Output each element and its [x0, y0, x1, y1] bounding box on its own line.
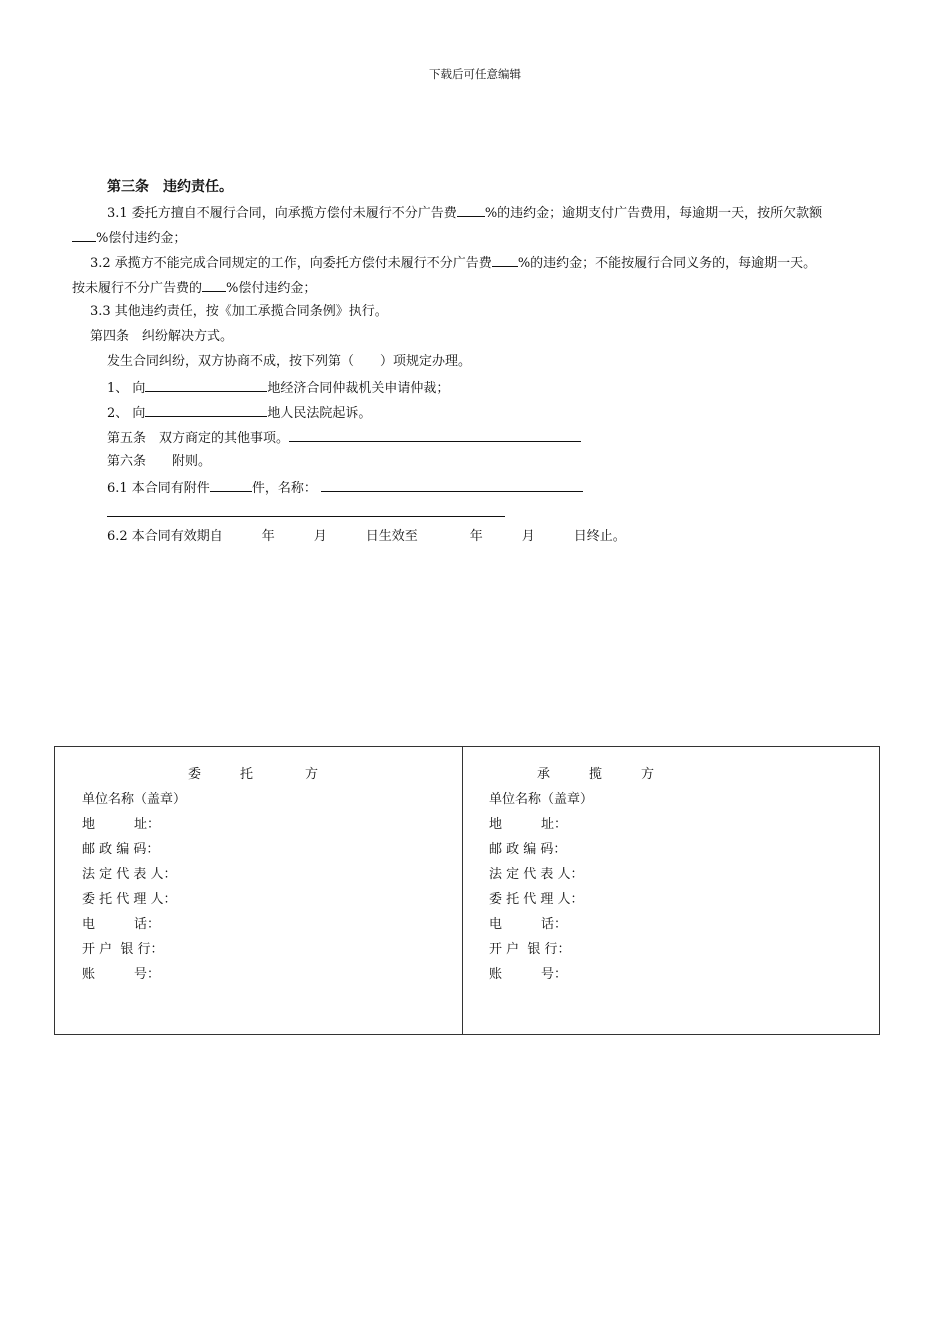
contractor-account: 账 号：: [489, 967, 568, 982]
clause-6-2: 6.2 本合同有效期自 年 月 日生效至 年 月 日终止。: [107, 529, 626, 544]
blank-percent[interactable]: [202, 278, 226, 292]
clause-6-1-text-a: 6.1 本合同有附件: [107, 481, 210, 496]
clause-3-2-text-a: 3.2 承揽方不能完成合同规定的工作，向委托方偿付未履行不分广告费: [90, 256, 492, 271]
client-phone: 电 话：: [82, 917, 161, 932]
contractor-phone: 电 话：: [489, 917, 568, 932]
client-legal-rep: 法 定 代 表 人：: [82, 867, 177, 882]
signature-table-divider: [462, 747, 463, 1034]
client-address: 地 址：: [82, 817, 161, 832]
contractor-unit-name: 单位名称（盖章）: [489, 792, 594, 807]
article-4-title: 第四条 纠纷解决方式。: [90, 329, 234, 344]
blank-percent[interactable]: [72, 228, 96, 242]
article-3-title: 第三条 违约责任。: [107, 179, 233, 195]
contractor-agent: 委 托 代 理 人：: [489, 892, 584, 907]
client-unit-name: 单位名称（盖章）: [82, 792, 187, 807]
page-header: 下载后可任意编辑: [429, 67, 521, 81]
contractor-title: 承 揽 方: [537, 767, 655, 782]
client-title: 委 托 方: [188, 767, 319, 782]
article-4-item-2: [107, 403, 371, 423]
client-agent: 委 托 代 理 人：: [82, 892, 177, 907]
clause-3-1-text-a: 3.1 委托方擅自不履行合同，向承揽方偿付未履行不分广告费: [107, 206, 457, 221]
client-bank: 开 户 银 行：: [82, 942, 164, 957]
contractor-bank: 开 户 银 行：: [489, 942, 571, 957]
clause-3-2-cont: [72, 278, 316, 298]
clause-3-1: [107, 203, 822, 223]
item-1-prefix: 1、 向: [107, 381, 146, 396]
court-location-blank[interactable]: [145, 403, 267, 417]
clause-3-2-text-b: %的违约金；不能按履行合同义务的，每逾期一天。: [517, 256, 817, 271]
arbitration-location-blank[interactable]: [145, 378, 267, 392]
article-4-item-1: [107, 378, 449, 398]
clause-3-2-text-d: %偿付违约金；: [226, 281, 317, 296]
attachment-name-blank[interactable]: [321, 478, 583, 492]
client-postal-code: 邮 政 编 码：: [82, 842, 160, 857]
contractor-postal-code: 邮 政 编 码：: [489, 842, 567, 857]
other-matters-blank[interactable]: [289, 428, 581, 442]
attachment-name-continuation-line[interactable]: [107, 516, 505, 517]
attachment-count-blank[interactable]: [210, 478, 252, 492]
clause-3-1-text-c: %偿付违约金；: [96, 231, 187, 246]
item-1-suffix: 地经济合同仲裁机关申请仲裁；: [267, 381, 450, 396]
clause-3-2-text-c: 按未履行不分广告费的: [72, 281, 203, 296]
clause-3-3: 3.3 其他违约责任，按《加工承揽合同条例》执行。: [90, 304, 388, 319]
contractor-legal-rep: 法 定 代 表 人：: [489, 867, 584, 882]
article-5: [107, 428, 581, 448]
article-6-title: 第六条 附则。: [107, 454, 212, 469]
signature-table: [54, 746, 880, 1035]
blank-percent[interactable]: [492, 253, 518, 267]
item-2-suffix: 地人民法院起诉。: [267, 406, 372, 421]
client-account: 账 号：: [82, 967, 161, 982]
clause-6-1-text-b: 件，名称：: [251, 481, 317, 496]
item-2-prefix: 2、 向: [107, 406, 146, 421]
clause-6-1: [107, 478, 583, 498]
clause-3-1-cont: [72, 228, 186, 248]
article-4-intro: 发生合同纠纷，双方协商不成，按下列第（ ）项规定办理。: [107, 354, 472, 369]
contractor-address: 地 址：: [489, 817, 568, 832]
blank-percent[interactable]: [457, 203, 485, 217]
clause-3-2: [90, 253, 816, 273]
article-5-text: 第五条 双方商定的其他事项。: [107, 431, 290, 446]
clause-3-1-text-b: %的违约金；逾期支付广告费用，每逾期一天，按所欠款额: [484, 206, 823, 221]
